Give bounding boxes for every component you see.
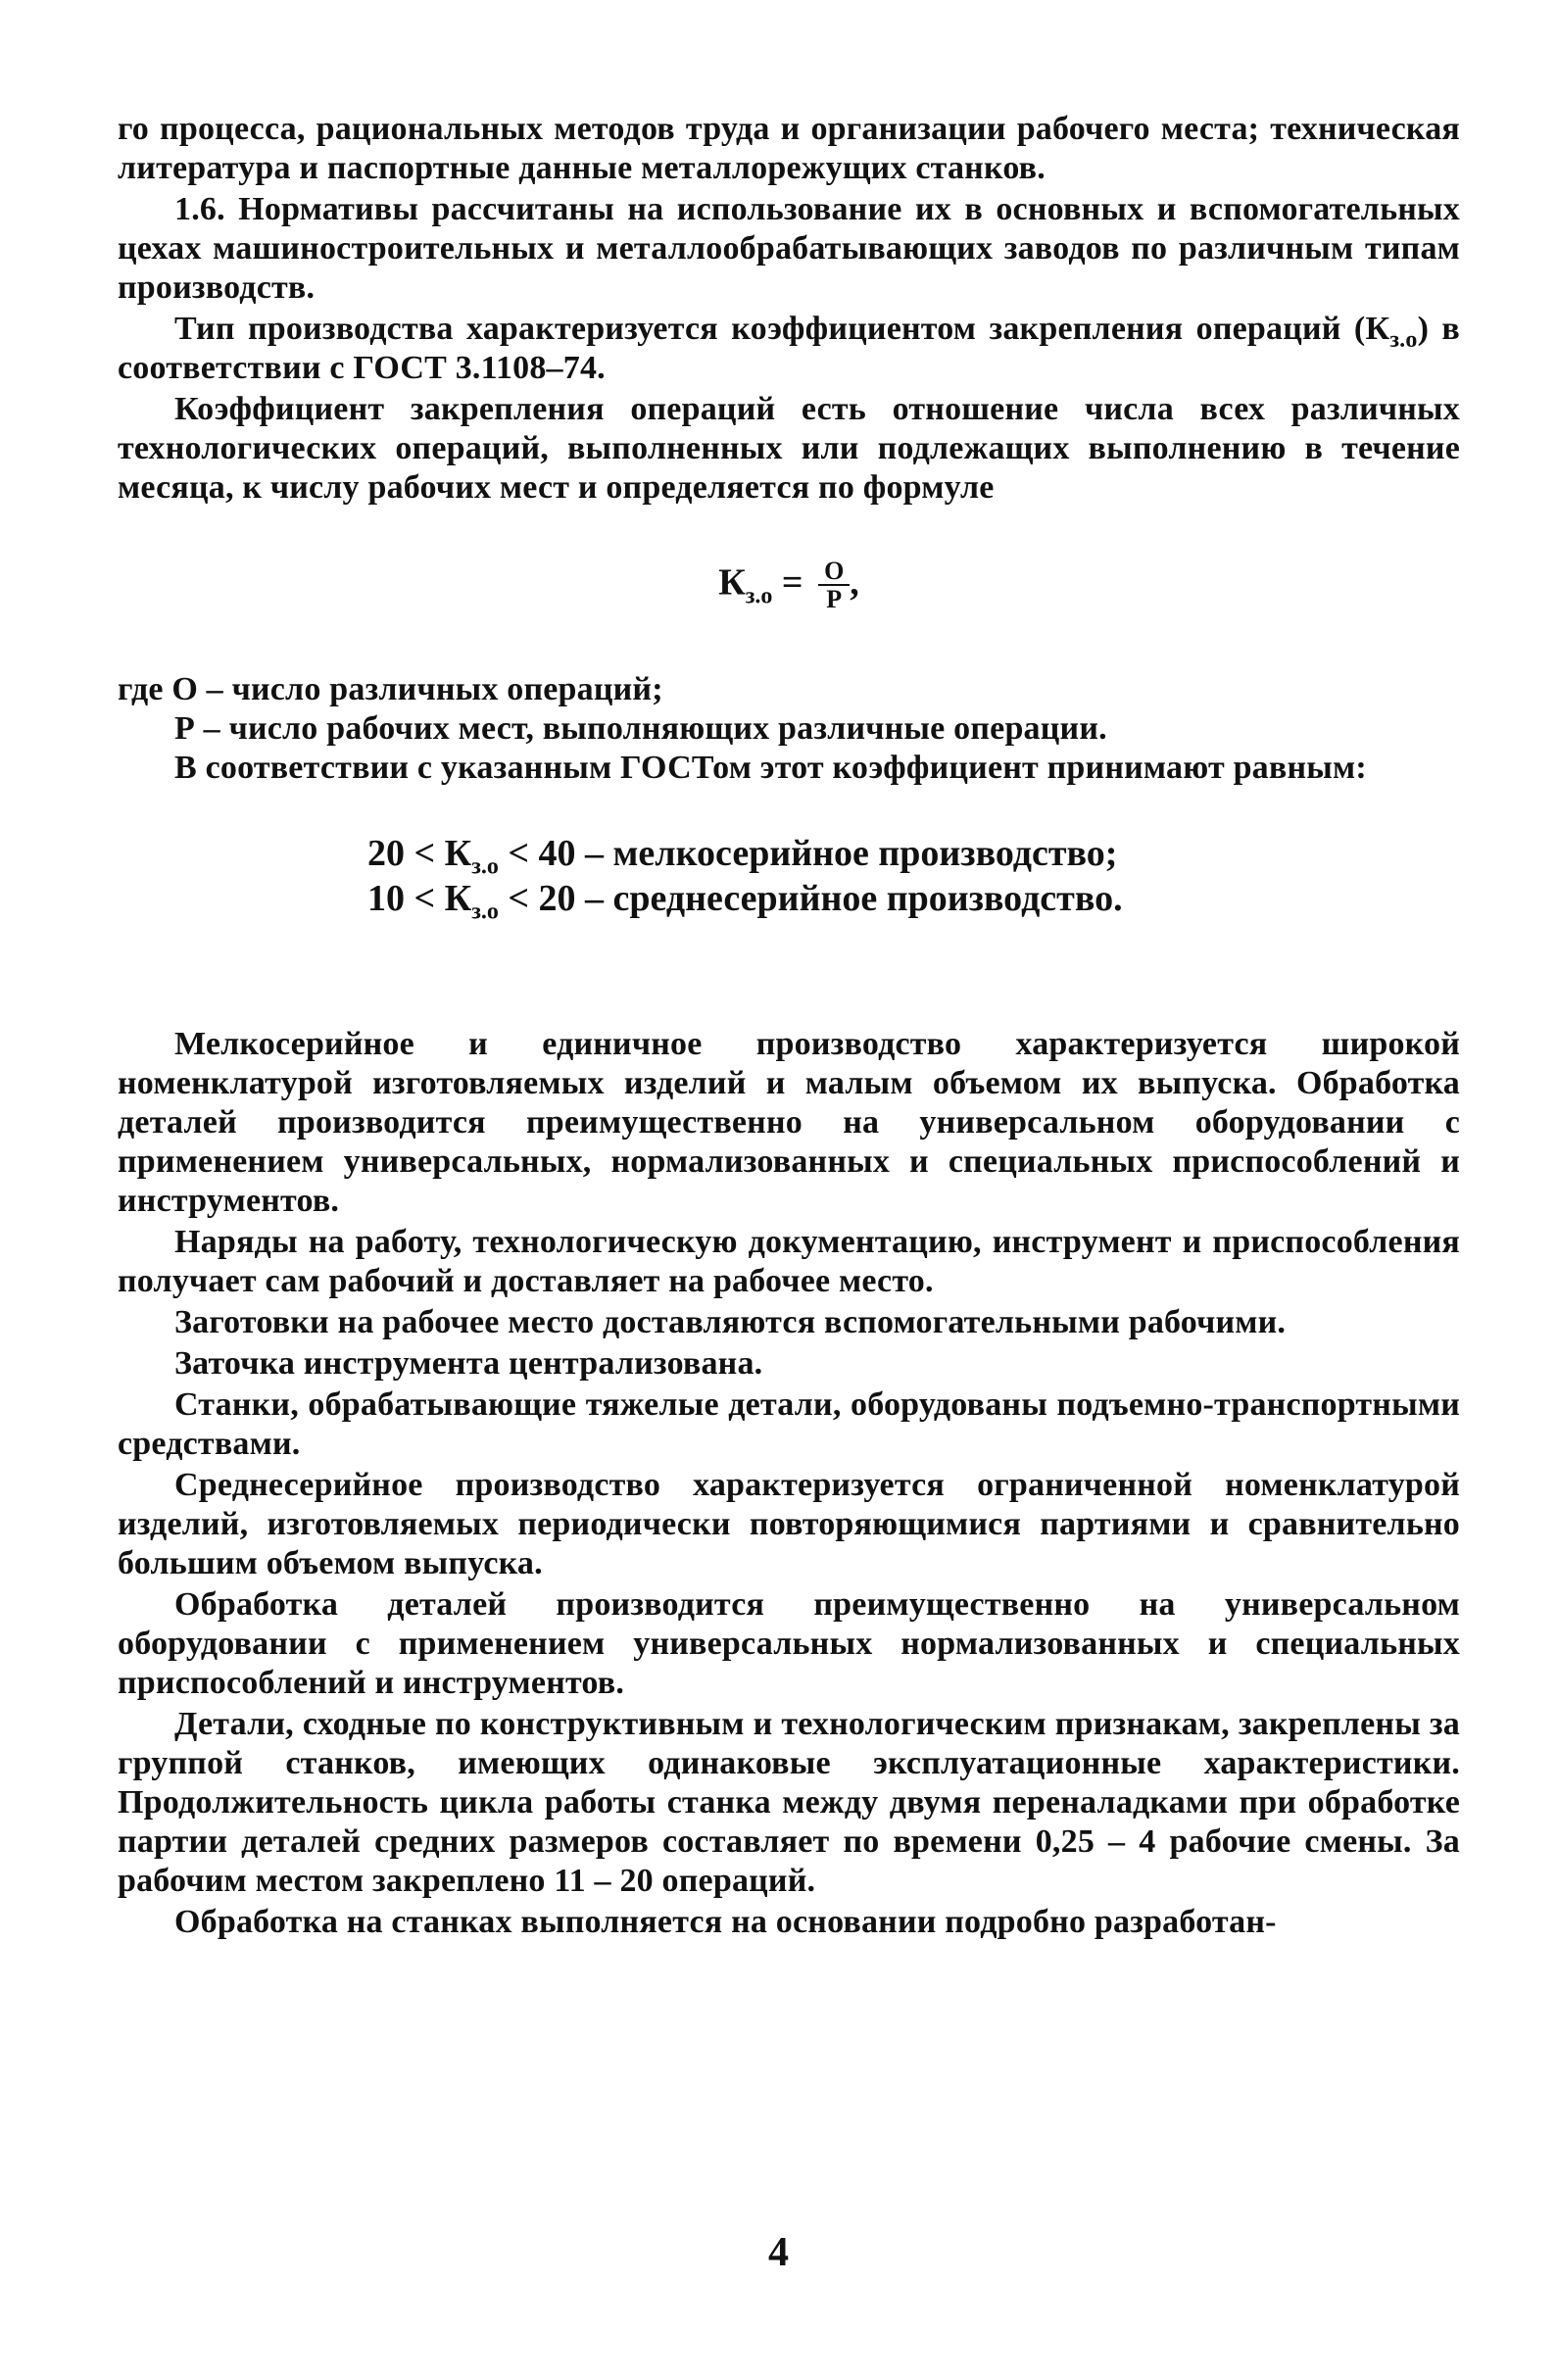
paragraph-gost: В соответствии с указанным ГОСТом этот коэффициент принимают равным: [174, 750, 1367, 786]
formula-denominator: Р [826, 585, 843, 613]
paragraph-coefficient-definition: Коэффициент закрепления операций есть отношение числа всех различных технологических операций, выполненных или подлежащих выполнению в течение месяца, к числу рабочих мест и определяется по формуле [118, 391, 1460, 506]
ineq-2-right: < 20 – среднесерийное производство. [498, 878, 1123, 919]
production-type-prefix: Тип производства характеризуется коэффициентом закрепления операций (К [174, 311, 1390, 347]
ineq-1-right: < 40 – мелкосерийное производство; [498, 833, 1118, 874]
paragraph-machine-processing: Обработка на станках выполняется на основании подробно разработан- [174, 1904, 1277, 1940]
paragraph-processing: Обработка деталей производится преимущественно на универсальном оборудовании с применением универсальных нормализованных и специальных приспособлений и инструментов. [118, 1586, 1460, 1701]
paragraph-sharpening: Заточка инструмента централизована. [174, 1345, 763, 1382]
paragraph-blanks: Заготовки на рабочее место доставляются вспомогательными рабочими. [174, 1304, 1287, 1340]
ineq-2-sub: з.о [471, 899, 499, 925]
inequalities-block [367, 831, 1460, 925]
where-o-line: где О – число различных операций; [118, 671, 663, 707]
paragraph-heavy-parts: Станки, обрабатывающие тяжелые детали, оборудованы подъемно-транспортными средствами. [118, 1386, 1460, 1462]
paragraph-1-6: 1.6. Нормативы рассчитаны на использование их в основных и вспомогательных цехах машиностроительных и металлообрабатывающих заводов по различным типам производств. [118, 191, 1460, 306]
production-type-suffix: ) в соответствии с ГОСТ 3.1108–74. [118, 311, 1460, 386]
ineq-1-sub: з.о [471, 853, 499, 880]
formula-lhs: К [718, 561, 746, 604]
paragraph-similar-parts: Детали, сходные по конструктивным и технологическим признакам, закреплены за группой станков, имеющих одинаковые эксплуатационные характеристики. Продолжительность цикла работы станка между двумя переналадками при обработке партии деталей средних размеров составляет по времени 0,25 – 4 рабочие смены. За рабочим местом закреплено 11 – 20 операций. [118, 1706, 1460, 1899]
page-number: 4 [768, 2230, 789, 2275]
formula-tail: , [850, 561, 859, 604]
formula-lhs-sub: з.о [745, 583, 773, 609]
formula-equals: = [772, 561, 813, 604]
production-type-sub: з.о [1389, 326, 1418, 353]
paragraph-small-batch: Мелкосерийное и единичное производство характеризуется широкой номенклатурой изготовляемых изделий и малым объемом их выпуска. Обработка деталей производится преимущественно на универсальном оборудовании с применением универсальных, нормализованных и специальных приспособлений и инструментов. [118, 1026, 1460, 1219]
paragraph-work-orders: Наряды на работу, технологическую документацию, инструмент и приспособления получает сам рабочий и доставляет на рабочее место. [118, 1224, 1460, 1299]
where-p-line: Р – число рабочих мест, выполняющих различные операции. [174, 710, 1107, 747]
inequality-small-batch [367, 831, 1460, 880]
paragraph-production-type [118, 310, 1460, 388]
paragraph-intro: го процесса, рациональных методов труда и организации рабочего места; техническая литература и паспортные данные металлорежущих станков. [118, 111, 1460, 186]
formula-fraction [818, 559, 850, 613]
coefficient-formula [118, 559, 1460, 613]
paragraph-medium-batch: Среднесерийное производство характеризуется ограниченной номенклатурой изделий, изготовляемых периодически повторяющимися партиями и сравнительно большим объемом выпуска. [118, 1467, 1460, 1581]
ineq-2-left: 10 < К [367, 878, 472, 919]
ineq-1-left: 20 < К [367, 833, 472, 874]
inequality-medium-batch [367, 876, 1460, 925]
document-page [118, 110, 1460, 1942]
formula-numerator: О [818, 559, 850, 586]
